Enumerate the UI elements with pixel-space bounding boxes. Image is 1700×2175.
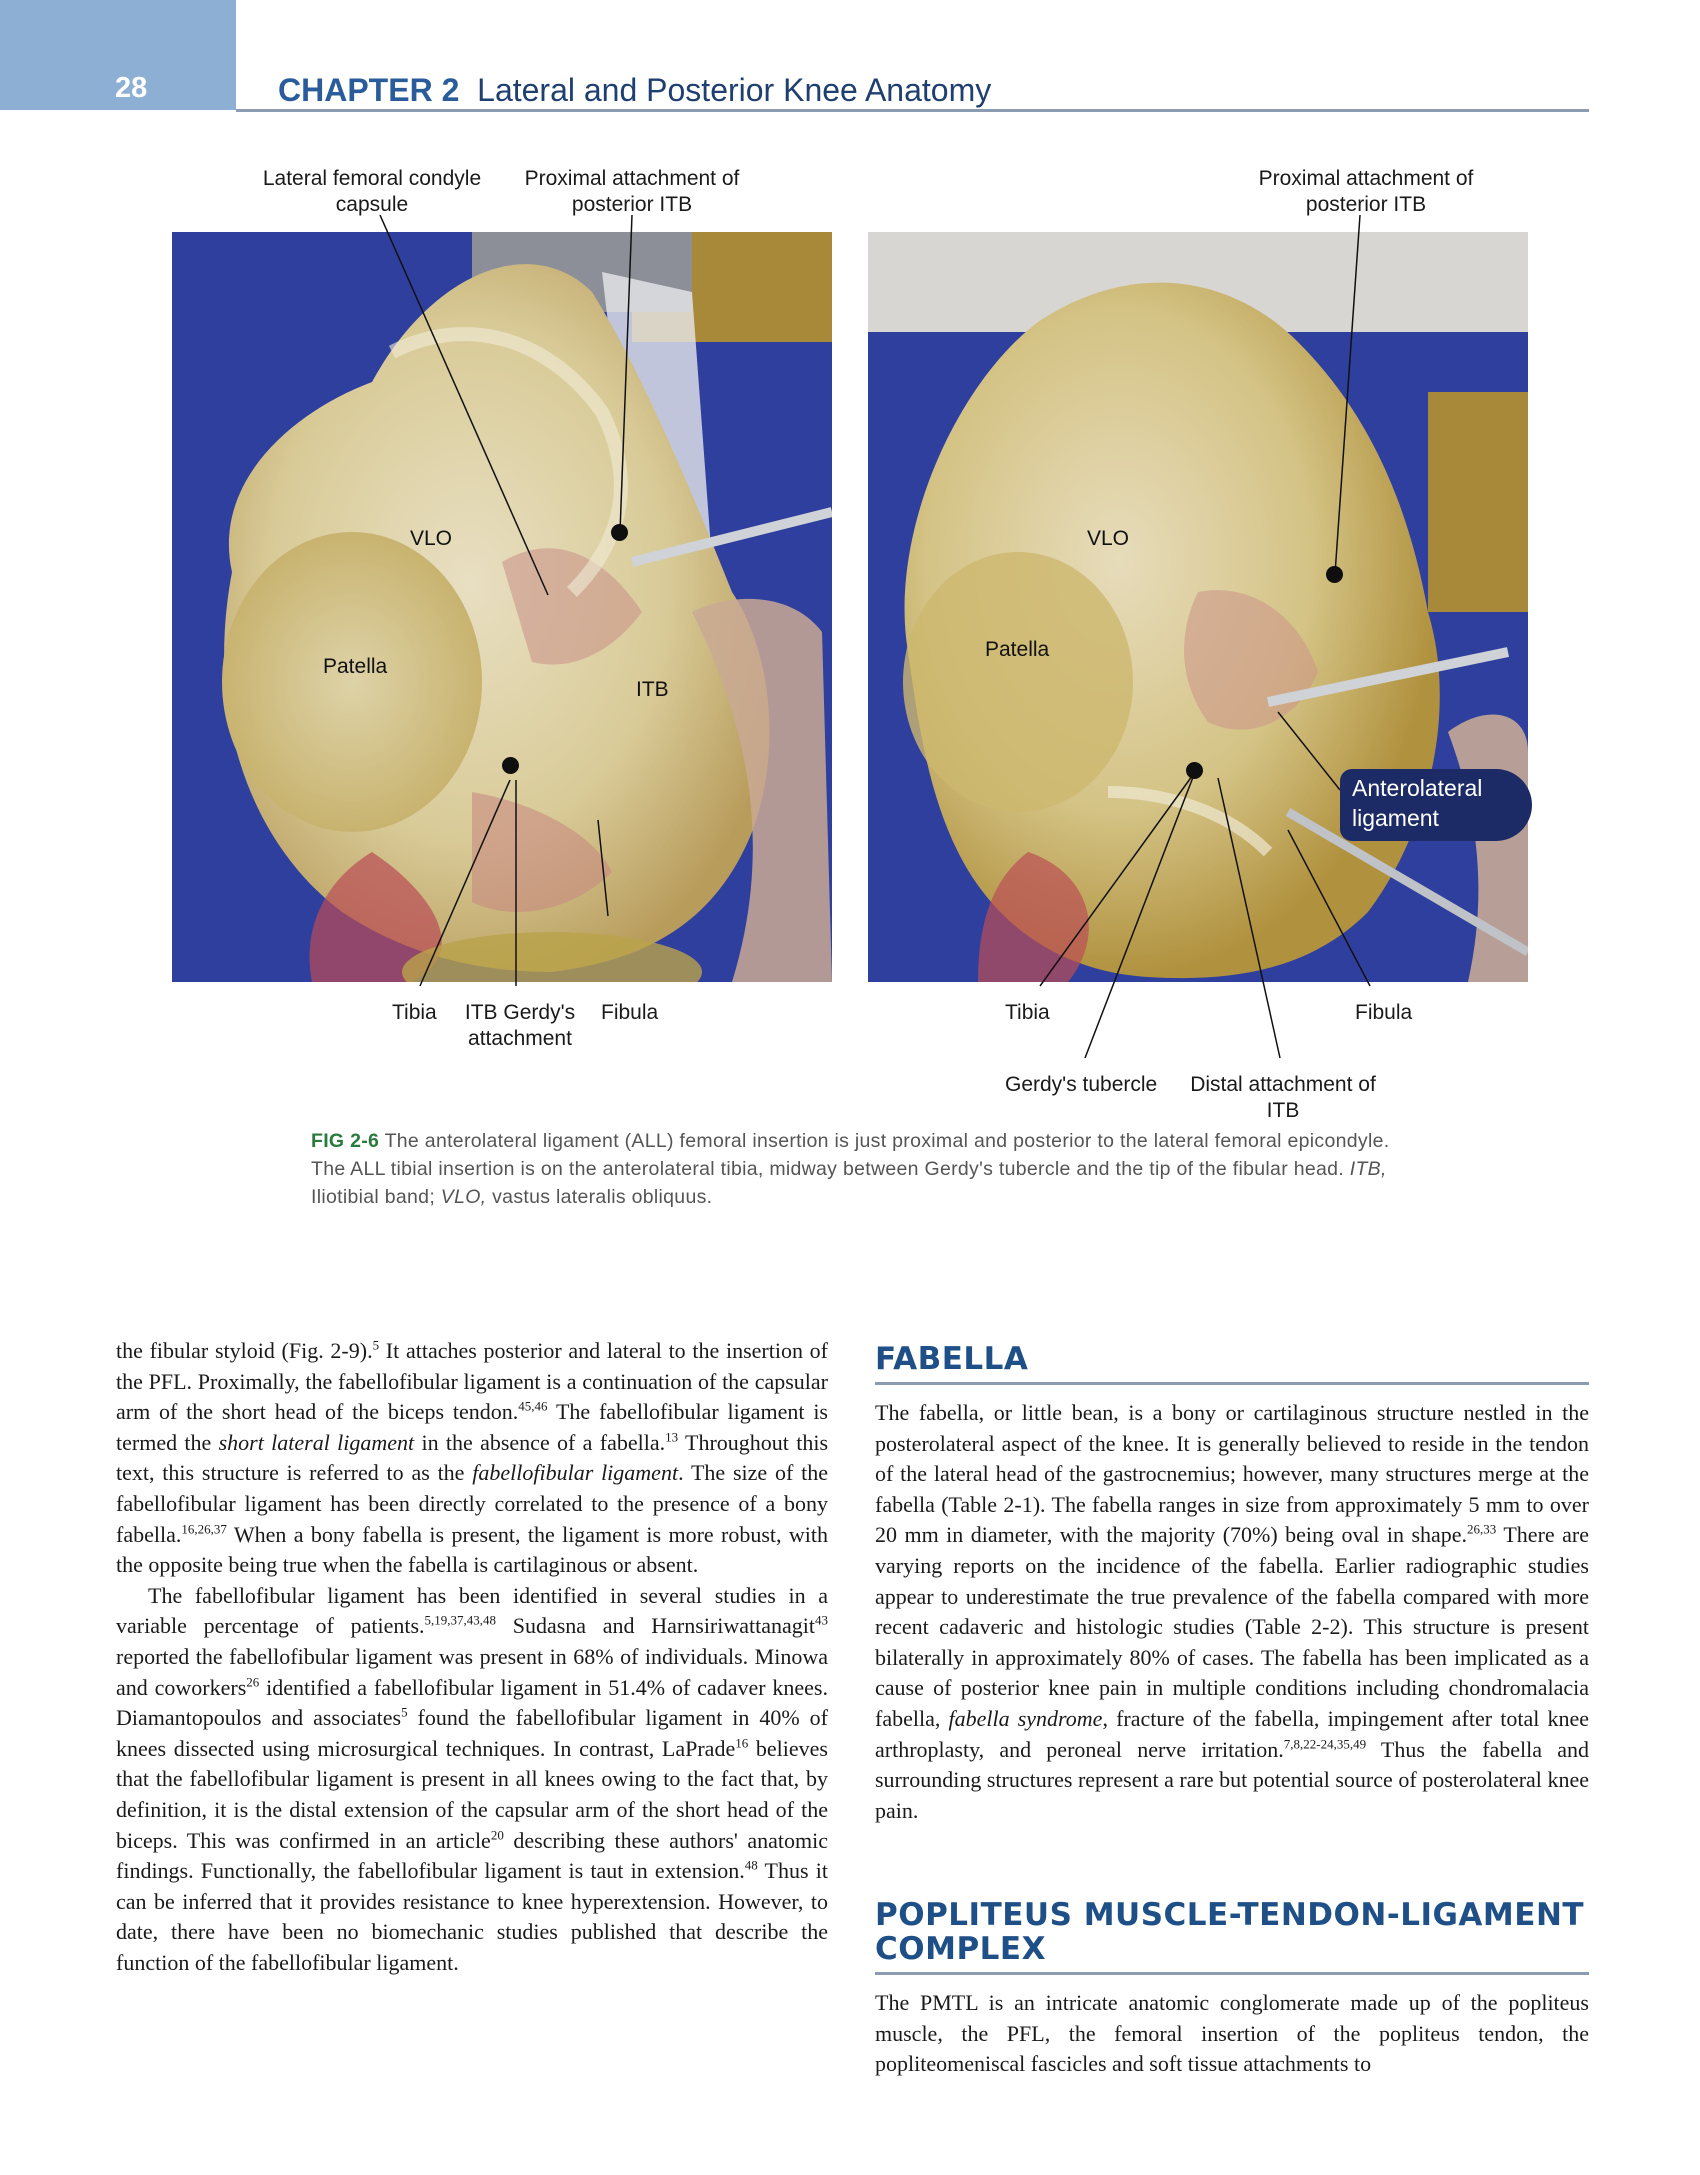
- marker-dot: [502, 757, 519, 774]
- heading-rule: [875, 1972, 1589, 1975]
- figure-caption: [311, 1127, 1401, 1211]
- caption-text: The anterolateral ligament (ALL) femoral insertion is just proximal and posterior to the lateral femoral epicondyle. The ALL tibial insertion is on the anterolateral tibia, midway between Gerdy's tubercle and the tip of the fibular head.: [311, 1130, 1390, 1180]
- anterolateral-ligament-label: Anterolateral ligament: [1352, 775, 1483, 831]
- heading-fabella: FABELLA: [875, 1341, 1029, 1377]
- marker-dot: [611, 524, 628, 541]
- marker-dot: [1326, 566, 1343, 583]
- label-tibia-right: Tibia: [1005, 1001, 1050, 1024]
- right-column-fabella: [875, 1398, 1589, 1826]
- label-fibula-right: Fibula: [1355, 1001, 1413, 1024]
- label-vlo-right: VLO: [1087, 527, 1130, 550]
- heading-pmtl: POPLITEUS MUSCLE-TENDON-LIGAMENT COMPLEX: [875, 1897, 1585, 1967]
- paragraph: The PMTL is an intricate anatomic conglomerate made up of the popliteus muscle, the PFL, the femoral insertion of the popliteus tendon, the popliteomeniscal fascicles and soft tissue attachments to: [875, 1990, 1589, 2077]
- heading-rule: [875, 1382, 1589, 1385]
- label-proximal-attachment-right: Proximal attachment of posterior ITB: [1258, 167, 1474, 216]
- label-itb-gerdys-attachment: ITB Gerdy's attachment: [464, 1001, 576, 1050]
- marker-dot: [1186, 762, 1203, 779]
- page-number: 28: [115, 72, 148, 104]
- caption-abbr-vlo-def: vastus lateralis obliquus.: [492, 1186, 713, 1208]
- chapter-title: Lateral and Posterior Knee Anatomy: [477, 72, 992, 108]
- label-gerdys-tubercle: Gerdy's tubercle: [1005, 1073, 1158, 1096]
- right-column-pmtl: [875, 1988, 1589, 2080]
- caption-abbr-vlo: VLO,: [440, 1186, 487, 1208]
- paragraph: The fabellofibular ligament has been identified in several studies in a variable percentage of patients.$^{5,19,37,43,48}$ Sudasna and Harnsiriwattanagit$^{43}$ reported the fabellofibular ligament was present in 68% of individuals. Minowa and coworkers$^{26}$ identified a fabellofibular ligament in 51.4% of cadaver knees. Diamantopoulos and associates$^5$ found the fabellofibular ligament in 40% of knees dissected using microsurgical techniques. In contrast, LaPrade$^{16}$ believes that the fabellofibular ligament is present in all knees owing to the fact that, by definition, it is the distal extension of the capsular arm of the short head of the biceps. This was confirmed in an article$^{20}$ describing these authors' anatomic findings. Functionally, the fabellofibular ligament is taut in extension.$^{48}$ Thus it can be inferred that it provides resistance to knee hyperextension. However, to date, there have been no biomechanic studies published that describe the function of the fabellofibular ligament.: [116, 1582, 828, 1975]
- caption-abbr-itb: ITB,: [1349, 1158, 1387, 1180]
- anterolateral-ligament-badge: [1340, 769, 1532, 841]
- label-proximal-attachment-left: Proximal attachment of posterior ITB: [524, 167, 740, 216]
- left-column: [116, 1336, 828, 1978]
- paragraph: The fabella, or little bean, is a bony or cartilaginous structure nestled in the posterolateral aspect of the knee. It is generally believed to reside in the tendon of the lateral head of the gastrocnemius; however, many structures merge at the fabella (Table 2-1). The fabella ranges in size from approximately 5 mm to over 20 mm in diameter, with the majority (70%) being oval in shape.$^{26,33}$ There are varying reports on the incidence of the fabella. Earlier radiographic studies appear to underestimate the true prevalence of the fabella compared with more recent cadaveric and histologic studies (Table 2-2). This structure is present bilaterally in approximately 80% of cases. The fabella has been implicated as a cause of posterior knee pain in multiple conditions including chondromalacia fabella, fabella syndrome, fracture of the fabella, impingement after total knee arthroplasty, and peroneal nerve irritation.$^{7,8,22-24,35,49}$ Thus the fabella and surrounding structures represent a rare but potential source of posterolateral knee pain.: [875, 1400, 1590, 1823]
- label-distal-attachment-itb: Distal attachment of ITB: [1190, 1073, 1376, 1122]
- label-itb-left: ITB: [636, 678, 669, 701]
- label-vlo-left: VLO: [410, 527, 453, 550]
- label-fibula-left: Fibula: [601, 1001, 659, 1024]
- label-tibia-left: Tibia: [392, 1001, 437, 1024]
- label-lateral-femoral-condyle: Lateral femoral condyle capsule: [262, 167, 482, 216]
- caption-abbr-itb-def: Iliotibial band;: [311, 1186, 436, 1208]
- paragraph: the fibular styloid (Fig. 2-9).$^5$ It attaches posterior and lateral to the insertion of the PFL. Proximally, the fabellofibular ligament is a continuation of the capsular arm of the short head of the biceps tendon.$^{45,46}$ The fabellofibular ligament is termed the short lateral ligament in the absence of a fabella.$^{13}$ Throughout this text, this structure is referred to as the fabellofibular ligament. The size of the fabellofibular ligament has been directly correlated to the presence of a bony fabella.$^{16,26,37}$ When a bony fabella is present, the ligament is more robust, with the opposite being true when the fabella is cartilaginous or absent.: [116, 1337, 829, 1578]
- label-patella-right: Patella: [985, 638, 1050, 661]
- label-patella-left: Patella: [323, 655, 388, 678]
- chapter-label: CHAPTER 2: [278, 72, 460, 108]
- figure-label: FIG 2-6: [311, 1130, 380, 1152]
